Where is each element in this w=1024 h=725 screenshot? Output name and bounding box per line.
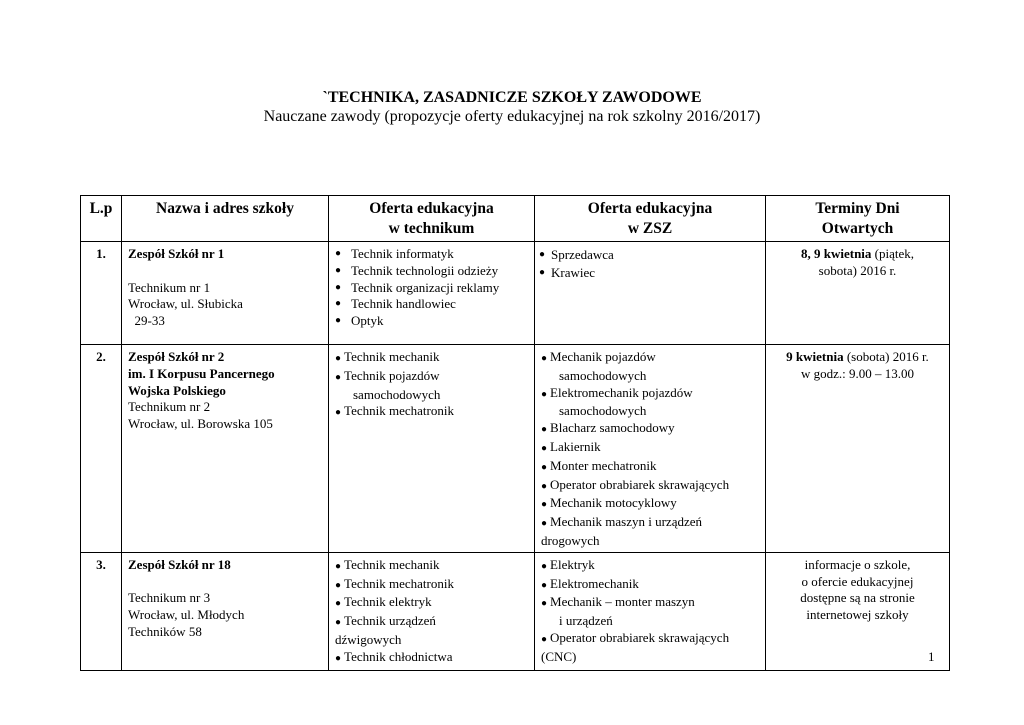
open-days-date: 8, 9 kwietnia [800,246,872,261]
list-item: ● Mechanik – monter maszyn [541,594,759,613]
list-item: ● Technik chłodnictwa [335,649,528,668]
list-item: ● Technik urządzeń [335,613,528,632]
technikum-offer-cell [329,345,535,553]
school-name: Wojska Polskiego [128,382,226,398]
school-address-line: Techników 58 [128,623,202,639]
list-item-continuation: samochodowych [559,367,647,383]
zsz-offer-cell [535,242,766,345]
table-row [81,242,950,345]
list-item: ● Technik mechatronik [335,576,528,595]
school-address-line: Technikum nr 1 [128,279,211,295]
table-row [81,552,950,670]
header-open-days: Terminy Dni Otwartych [766,196,950,242]
list-item: ● Mechanik pojazdów [541,349,759,368]
page-subtitle: Nauczane zawody (propozycje oferty edukacyjnej na rok szkolny 2016/2017) [263,108,761,125]
page-title: `TECHNIKA, ZASADNICZE SZKOŁY ZAWODOWE [322,89,702,106]
open-days-detail: w godz.: 9.00 – 13.00 [800,365,915,381]
zsz-offer-cell [535,345,766,553]
technikum-offer-cell [329,242,535,345]
list-item: ● Blacharz samochodowy [541,420,759,439]
list-item: ● Operator obrabiarek skrawających [541,630,759,649]
header-school-name: Nazwa i adres szkoły [122,196,329,242]
list-item: ● Lakiernik [541,439,759,458]
zsz-offer-cell [535,552,766,670]
list-item: ● Technik organizacji reklamy [335,280,528,297]
school-name: im. I Korpusu Pancernego [128,365,275,381]
list-item: ● Technik mechanik [335,349,528,368]
list-item: ● Optyk [335,313,528,330]
open-days-cell [766,552,950,670]
row-number: 3. [81,552,122,670]
list-item: ● Elektromechanik pojazdów [541,385,759,404]
list-item-continuation: samochodowych [559,403,647,419]
list-item: ● Monter mechatronik [541,458,759,477]
list-item: ● Elektryk [541,557,759,576]
list-item: ● Mechanik maszyn i urządzeń [541,514,759,533]
open-days-detail: internetowej szkoły [806,607,909,623]
schools-table [80,195,950,671]
list-item: ● Technik pojazdów [335,368,528,387]
open-days-cell: 8, 9 kwietnia (piątek, sobota) 2016 r. [766,242,950,345]
list-item: ● Technik handlowiec [335,296,528,313]
open-days-date: 9 kwietnia [786,349,844,364]
school-address-line: Wrocław, ul. Borowska 105 [128,416,273,432]
open-days-detail: o ofercie edukacyjnej [801,573,914,589]
list-item: ● Operator obrabiarek skrawających [541,477,759,496]
technikum-offer-cell [329,552,535,670]
list-item: ● Technik elektryk [335,594,528,613]
table-header-row [81,196,950,242]
school-name: Zespół Szkół nr 2 [128,349,225,364]
header-lp: L.p [81,196,122,242]
page-number: 1 [928,649,935,664]
list-item: ● Technik informatyk [335,246,528,263]
school-address-line: 29-33 [131,313,165,329]
list-item: ● Technik technologii odzieży [335,263,528,280]
school-address-line: Wrocław, ul. Młodych [128,607,245,623]
school-name-cell [122,345,329,553]
school-name-cell [122,242,329,345]
school-address-line: Wrocław, ul. Słubicka [128,296,243,312]
open-days-detail: dostępne są na stronie [800,590,915,606]
school-address-line: Technikum nr 3 [128,590,211,606]
open-days-cell: 9 kwietnia (sobota) 2016 r. w godz.: 9.00 – 13.00 [766,345,950,553]
list-item-continuation: samochodowych [353,386,441,402]
list-item: ● Sprzedawca [539,246,759,264]
list-item: ● Technik mechatronik [335,403,528,422]
list-item-continuation: dźwigowych [335,631,402,647]
list-item: ● Mechanik motocyklowy [541,495,759,514]
school-name: Zespół Szkół nr 18 [128,556,231,572]
header-technikum-offer: Oferta edukacyjna w technikum [329,196,535,242]
open-days-detail: sobota) 2016 r. [818,262,897,278]
table-row [81,345,950,553]
list-item-continuation: i urządzeń [559,613,613,629]
list-item: ● Elektromechanik [541,576,759,595]
school-address-line: Technikum nr 2 [128,399,211,415]
list-item: ● Krawiec [539,264,759,282]
header-zsz-offer: Oferta edukacyjna w ZSZ [535,196,766,242]
open-days-detail: informacje o szkole, [804,556,911,572]
list-item: ● Technik mechanik [335,557,528,576]
school-name-cell [122,552,329,670]
school-name: Zespół Szkół nr 1 [128,246,225,261]
list-item-continuation: drogowych [541,532,600,548]
row-number: 2. [81,345,122,553]
row-number: 1. [81,242,122,345]
list-item-continuation: (CNC) [541,648,577,664]
